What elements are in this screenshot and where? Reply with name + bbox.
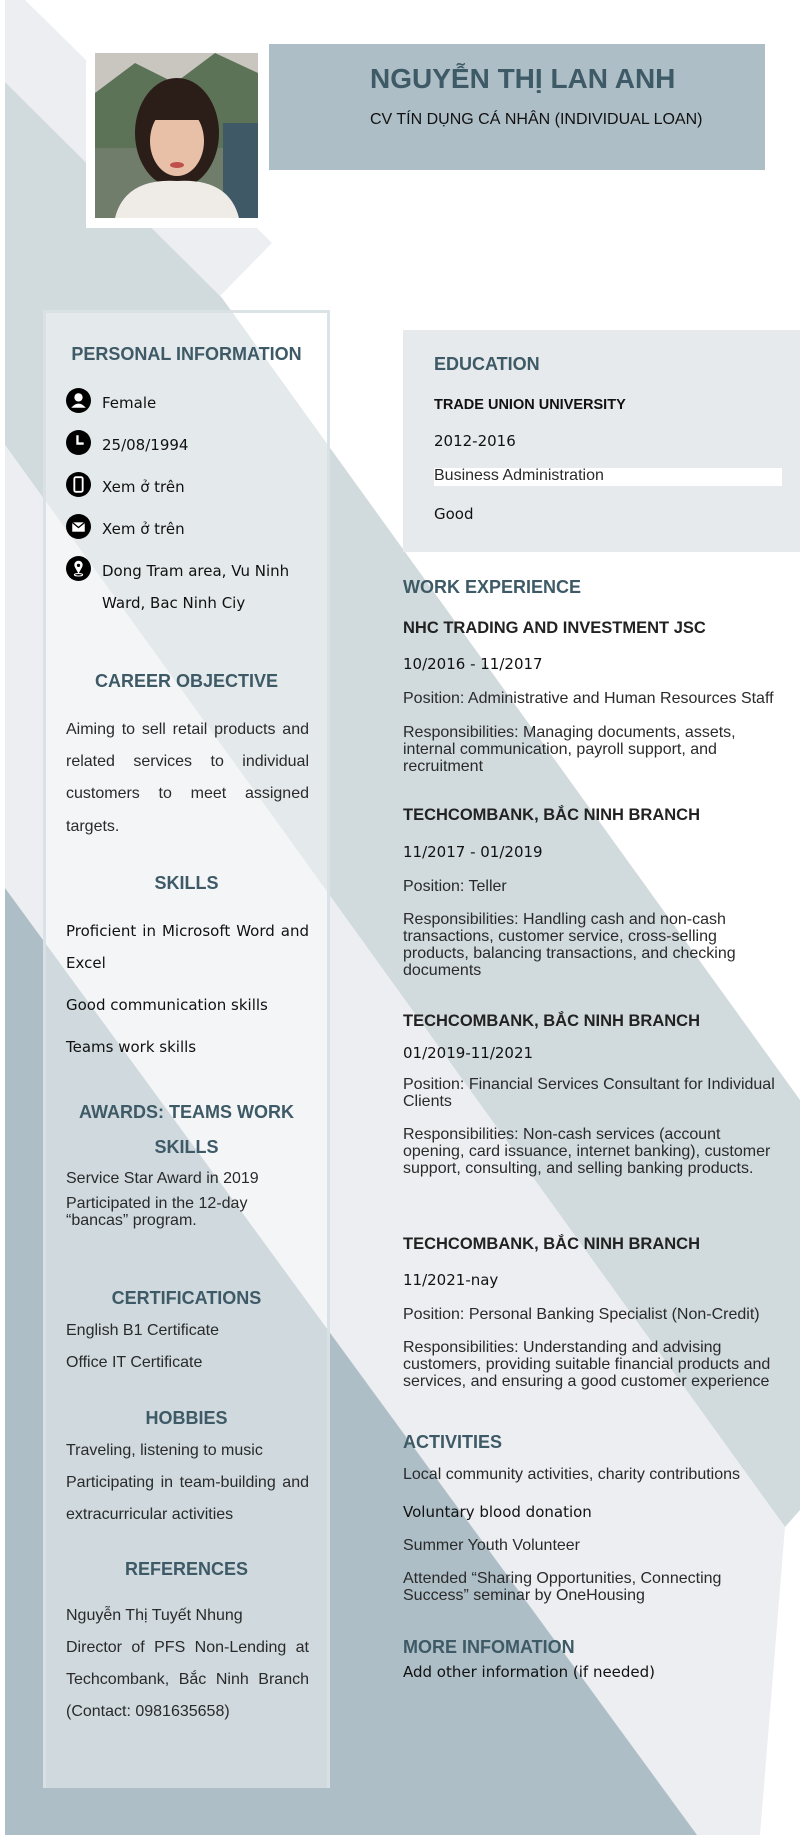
phone-icon [66,472,91,497]
job-responsibilities: Responsibilities: Non-cash services (account opening, card issuance, internet banking), customer support, consulting, and selling banking products. [403,1126,771,1177]
career-objective-heading: CAREER OBJECTIVE [94,671,279,691]
award-item: Participated in the 12-day [66,1195,248,1212]
email-text: Xem ở trên [102,520,185,538]
job-responsibilities: Responsibilities: Understanding and advising customers, providing suitable financial products and services, and ensuring a good customer experience [403,1339,771,1390]
activity-item: Attended “Sharing Opportunities, Connecting Success” seminar by OneHousing [403,1570,722,1604]
job-position: Position: Personal Banking Specialist (Non-Credit) [403,1306,760,1323]
career-line: Aiming to sell retail products and [66,721,309,738]
skill-item: Teams work skills [66,1038,197,1056]
clock-icon [66,430,91,455]
job-company: TECHCOMBANK, BẮC NINH BRANCH [403,1012,700,1030]
activity-item: Voluntary blood donation [403,1503,592,1521]
references-heading: REFERENCES [124,1559,249,1579]
more-info-heading: MORE INFOMATION [403,1637,575,1657]
birthdate-text: 25/08/1994 [102,436,189,454]
education-major: Business Administration [434,467,604,484]
certification-item: English B1 Certificate [66,1322,219,1339]
job-company: TECHCOMBANK, BẮC NINH BRANCH [403,806,700,824]
location-pin-icon [66,556,91,581]
awards-heading: AWARDS: TEAMS WORK [79,1102,294,1122]
address-line-2: Ward, Bac Ninh Ciy [102,594,246,612]
gender-text: Female [102,394,157,412]
job-position: Position: Administrative and Human Resources Staff [403,690,774,707]
job-position: Position: Financial Services Consultant for Individual Clients [403,1076,775,1110]
personal-info-heading: PERSONAL INFORMATION [71,344,302,364]
career-line: customers to meet assigned [66,785,309,802]
hobby-line: Traveling, listening to music [66,1442,263,1459]
activity-item: Local community activities, charity contributions [403,1466,741,1483]
job-responsibilities: Responsibilities: Managing documents, assets, internal communication, payroll support, and recruitment [403,724,736,775]
job-company: TECHCOMBANK, BẮC NINH BRANCH [403,1235,700,1253]
reference-name: Nguyễn Thị Tuyết Nhung [66,1607,243,1624]
phone-text: Xem ở trên [102,478,185,496]
certifications-heading: CERTIFICATIONS [111,1288,262,1308]
career-line: related services to individual [66,753,309,770]
user-icon [66,388,91,413]
job-period: 10/2016 - 11/2017 [403,655,543,673]
awards-heading-cont: SKILLS [154,1137,219,1157]
job-period: 01/2019-11/2021 [403,1044,534,1062]
education-grade: Good [434,505,474,523]
envelope-icon [66,514,91,539]
activity-item: Summer Youth Volunteer [403,1537,581,1554]
hobby-line: Participating in team-building and [66,1474,309,1491]
reference-line: Techcombank, Bắc Ninh Branch [66,1671,309,1688]
skills-heading: SKILLS [154,873,219,893]
address-line-1: Dong Tram area, Vu Ninh [102,562,290,580]
skill-item: Excel [66,954,106,972]
skill-item: Proficient in Microsoft Word and [66,922,309,940]
education-heading: EDUCATION [434,354,540,374]
activities-heading: ACTIVITIES [403,1432,503,1452]
candidate-name: NGUYỄN THỊ LAN ANH [370,63,676,94]
career-line: targets. [66,818,120,835]
job-position: Position: Teller [403,878,507,895]
job-period: 11/2021-nay [403,1271,499,1289]
work-experience-heading: WORK EXPERIENCE [403,577,582,597]
profile-photo [95,53,258,218]
reference-line: Director of PFS Non-Lending at [66,1639,309,1656]
certification-item: Office IT Certificate [66,1354,203,1371]
hobbies-heading: HOBBIES [145,1408,228,1428]
education-years: 2012-2016 [434,432,516,450]
job-period: 11/2017 - 01/2019 [403,843,543,861]
school-name: TRADE UNION UNIVERSITY [434,397,626,413]
award-item: Service Star Award in 2019 [66,1170,259,1187]
hobby-line: extracurricular activities [66,1506,234,1523]
cv-subtitle: CV TÍN DỤNG CÁ NHÂN (INDIVIDUAL LOAN) [370,111,703,128]
job-company: NHC TRADING AND INVESTMENT JSC [403,619,706,637]
more-info-text: Add other information (if needed) [403,1663,656,1681]
skill-item: Good communication skills [66,996,268,1014]
reference-contact: (Contact: 0981635658) [66,1703,230,1720]
job-responsibilities: Responsibilities: Handling cash and non-cash transactions, customer service, cross-selling products, balancing transactions, and checking documents [403,911,736,979]
award-item: “bancas” program. [66,1212,197,1229]
